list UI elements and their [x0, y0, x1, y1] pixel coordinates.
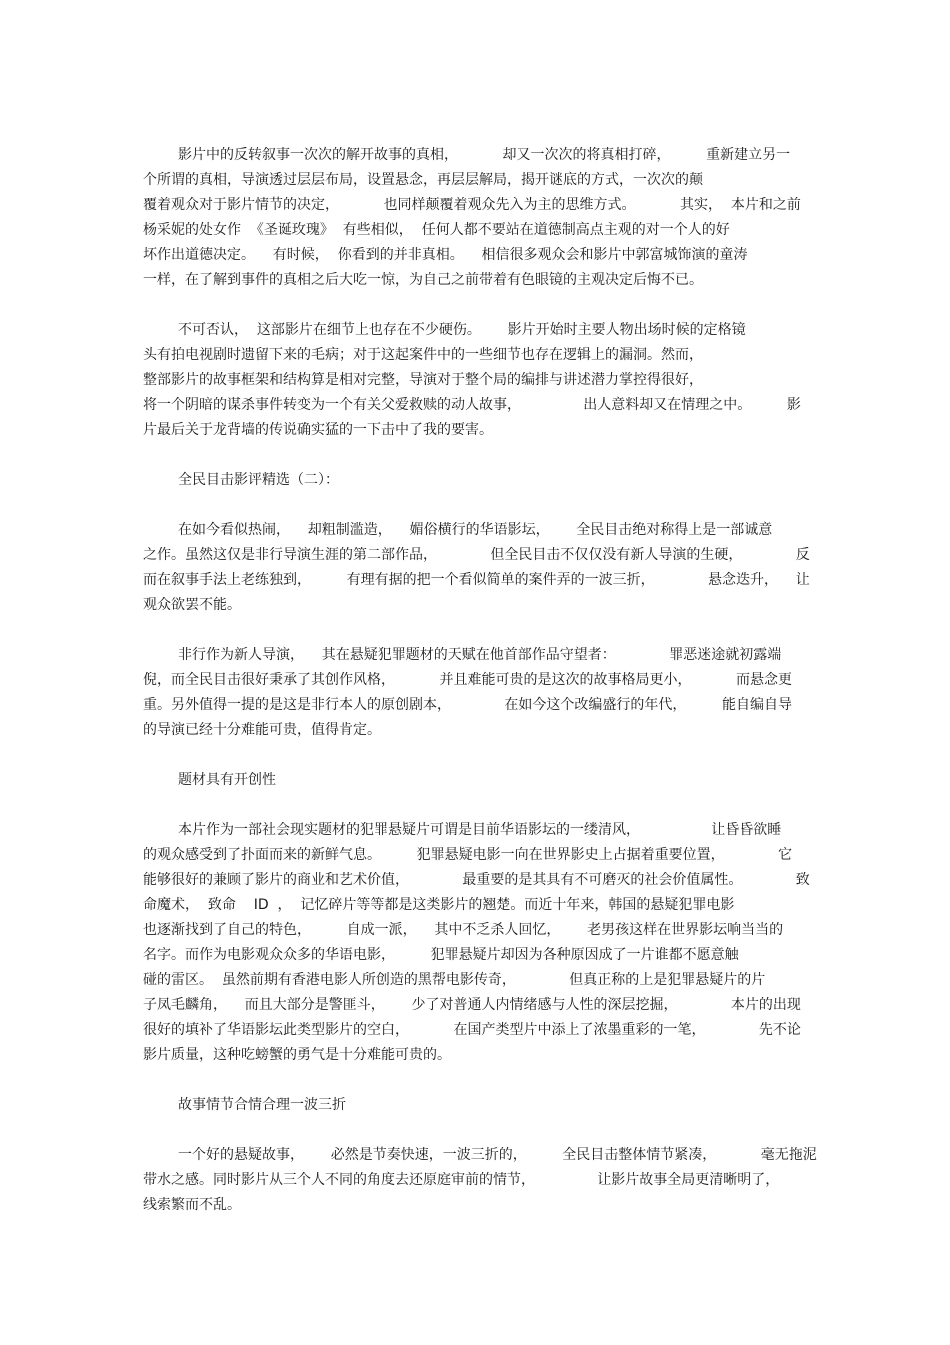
- section-heading-pioneering: 题材具有开创性: [178, 772, 276, 788]
- document-page: [143, 143, 817, 1243]
- text-line: 子凤毛麟角， 而且大部分是警匪斗， 少了对普通人内情绪感与人性的深层挖掘， 本片的出现: [143, 997, 801, 1013]
- text-line: 带水之感。同时影片从三个人不同的角度去还原庭审前的情节， 让影片故事全局更清晰明了，: [143, 1172, 780, 1188]
- text-line: 倪，而全民目击很好秉承了其创作风格， 并且难能可贵的是这次的故事格局更小， 而悬念更: [143, 672, 793, 688]
- text-line: 杨采妮的处女作 《圣诞玫瑰》 有些相似， 任何人都不要站在道德制高点主观的对一个人的好: [143, 222, 730, 238]
- text-line: 影片质量，这种吃螃蟹的勇气是十分难能可贵的。: [143, 1047, 451, 1063]
- text-line: 覆着观众对于影片情节的决定， 也同样颠覆着观众先入为主的思维方式。 其实， 本片和之前: [143, 197, 801, 213]
- text-line: 整部影片的故事框架和结构算是相对完整，导演对于整个局的编排与讲述潜力掌控得很好，: [143, 372, 703, 388]
- paragraph-reversal-narrative: [143, 143, 807, 293]
- text-line: 重。另外值得一提的是这是非行本人的原创剧本， 在如今这个改编盛行的年代， 能自编自导: [143, 697, 793, 713]
- paragraph-new-director: [143, 643, 807, 743]
- paragraph-suspense-story: [143, 1143, 817, 1218]
- text-line: 一个好的悬疑故事， 必然是节奏快速，一波三折的， 全民目击整体情节紧凑， 毫无拖泥: [178, 1147, 817, 1163]
- text-line: 能够很好的兼顾了影片的商业和艺术价值， 最重要的是其具有不可磨灭的社会价值属性。 致: [143, 872, 810, 888]
- text-line: 一样，在了解到事件的真相之后大吃一惊，为自己之前带着有色眼镜的主观决定后悔不已。: [143, 272, 703, 288]
- paragraph-flaws: [143, 318, 807, 443]
- text-line: 线索繁而不乱。: [143, 1197, 241, 1213]
- section-heading-reviews-2: 全民目击影评精选（二）：: [178, 472, 339, 488]
- text-line: 坏作出道德决定。 有时候， 你看到的并非真相。 相信很多观众会和影片中郭富城饰演的童涛: [143, 247, 748, 263]
- text-line: 本片作为一部社会现实题材的犯罪悬疑片可谓是目前华语影坛的一缕清风， 让昏昏欲睡: [178, 822, 782, 838]
- text-line: 也逐渐找到了自己的特色， 自成一派， 其中不乏杀人回忆， 老男孩这样在世界影坛响当当的: [143, 922, 784, 938]
- text-line: 名字。而作为电影观众众多的华语电影， 犯罪悬疑片却因为各种原因成了一片谁都不愿意触: [143, 947, 739, 963]
- section-heading-plot: 故事情节合情合理一波三折: [178, 1097, 346, 1113]
- text-line: 观众欲罢不能。: [143, 597, 241, 613]
- text-line: 将一个阴暗的谋杀事件转变为一个有关父爱救赎的动人故事， 出人意料却又在情理之中。 影: [143, 397, 801, 413]
- text-line: 个所谓的真相，导演透过层层布局，设置悬念，再层层解局，揭开谜底的方式，一次次的颠: [143, 172, 703, 188]
- text-line: 命魔术， 致命 ID ， 记忆碎片等等都是这类影片的翘楚。而近十年来，韩国的悬疑犯罪电影: [143, 897, 735, 913]
- text-line: 的观众感受到了扑面而来的新鲜气息。 犯罪悬疑电影一向在世界影史上占据着重要位置， 它: [143, 847, 793, 863]
- paragraph-genre-value: [143, 818, 810, 1068]
- text-line: 片最后关于龙背墙的传说确实猛的一下击中了我的要害。: [143, 422, 493, 438]
- text-line: 不可否认， 这部影片在细节上也存在不少硬伤。 影片开始时主要人物出场时候的定格镜: [178, 322, 746, 338]
- text-line: 的导演已经十分难能可贵，值得肯定。: [143, 722, 381, 738]
- text-line: 很好的填补了华语影坛此类型影片的空白， 在国产类型片中添上了浓墨重彩的一笔， 先不论: [143, 1022, 801, 1038]
- text-line: 而在叙事手法上老练独到， 有理有据的把一个看似简单的案件弄的一波三折， 悬念迭升， 让: [143, 572, 810, 588]
- paragraph-sincere-work: [143, 518, 810, 618]
- text-line: 头有拍电视剧时遗留下来的毛病；对于这起案件中的一些细节也存在逻辑上的漏洞。然而，: [143, 347, 703, 363]
- text-line: 之作。虽然这仅是非行导演生涯的第二部作品， 但全民目击不仅仅没有新人导演的生硬， 反: [143, 547, 810, 563]
- text-line: 影片中的反转叙事一次次的解开故事的真相， 却又一次次的将真相打碎， 重新建立另一: [178, 147, 791, 163]
- text-line: 在如今看似热闹， 却粗制滥造， 媚俗横行的华语影坛， 全民目击绝对称得上是一部诚意: [178, 522, 773, 538]
- text-line: 碰的雷区。 虽然前期有香港电影人所创造的黑帮电影传奇， 但真正称的上是犯罪悬疑片的片: [143, 972, 766, 988]
- text-line: 非行作为新人导演， 其在悬疑犯罪题材的天赋在他首部作品守望者： 罪恶迷途就初露端: [178, 647, 782, 663]
